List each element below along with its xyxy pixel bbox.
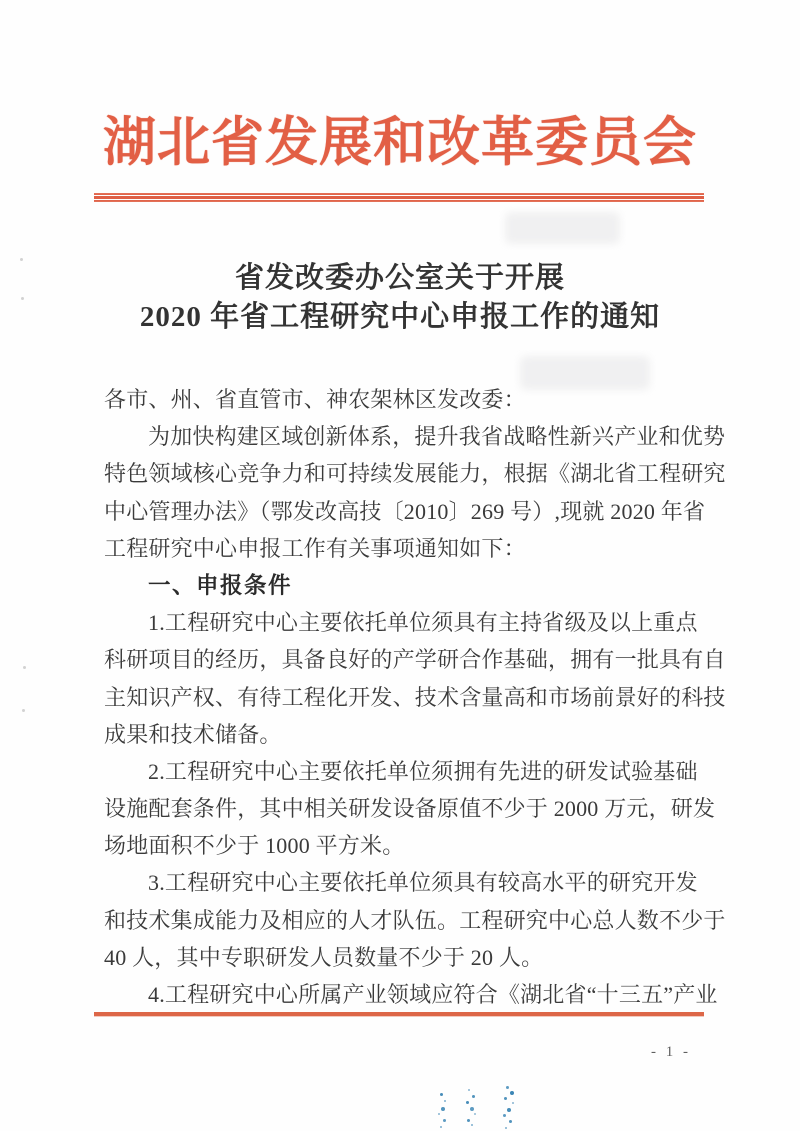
notice-body (104, 381, 726, 1013)
body-line: 科研项目的经历，具备良好的产学研合作基础，拥有一批具有自 (104, 647, 726, 673)
page-number: - 1 - (651, 1044, 691, 1060)
paper-speck (20, 258, 23, 261)
body-line: 1.工程研究中心主要依托单位须具有主持省级及以上重点 (148, 610, 698, 636)
blue-ink-speckle (438, 1113, 440, 1115)
blue-ink-speckle (503, 1114, 506, 1117)
ghost-smudge-artifact (505, 212, 620, 244)
body-line: 工程研究中心申报工作有关事项通知如下： (104, 535, 526, 561)
section-heading: 一、申报条件 (148, 572, 293, 598)
blue-ink-speckle (507, 1108, 511, 1112)
blue-ink-speckle (444, 1100, 446, 1102)
body-line: 40 人，其中专职研发人员数量不少于 20 人。 (104, 944, 544, 970)
paper-speck (23, 666, 26, 669)
blue-ink-speckle (474, 1113, 476, 1115)
blue-ink-speckle (471, 1124, 473, 1126)
bottom-red-line-artifact (94, 1012, 704, 1016)
paper-speck (22, 709, 25, 712)
letterhead-divider-rule (94, 193, 704, 202)
body-line: 主知识产权、有待工程化开发、技术含量高和市场前景好的科技 (104, 684, 726, 710)
body-line: 3.工程研究中心主要依托单位须具有较高水平的研究开发 (148, 870, 698, 896)
notice-title-line2: 2020 年省工程研究中心申报工作的通知 (139, 301, 661, 333)
blue-ink-speckle (468, 1089, 470, 1091)
body-line: 各市、州、省直管市、神农架林区发改委： (104, 387, 526, 412)
blue-ink-speckle (466, 1101, 469, 1104)
body-line: 设施配套条件，其中相关研发设备原值不少于 2000 万元，研发 (104, 796, 716, 822)
blue-ink-speckle (505, 1127, 507, 1129)
body-line: 中心管理办法》（鄂发改高技〔2010〕269 号）,现就 2020 年省 (104, 498, 706, 524)
body-line: 特色领域核心竞争力和可持续发展能力，根据《湖北省工程研究 (104, 461, 726, 487)
body-line: 成果和技术储备。 (104, 721, 282, 747)
ghost-smudge-artifact (520, 356, 650, 390)
blue-ink-speckle (440, 1126, 442, 1128)
blue-ink-speckle (512, 1102, 514, 1104)
body-line: 为加快构建区域创新体系，提升我省战略性新兴产业和优势 (148, 424, 726, 450)
blue-ink-speckle (441, 1107, 445, 1111)
body-line: 4.工程研究中心所属产业领域应符合《湖北省“十三五”产业 (148, 982, 718, 1007)
body-line: 场地面积不少于 1000 平方米。 (104, 833, 405, 859)
letterhead-title: 湖北省发展和改革委员会 (103, 114, 697, 172)
blue-ink-speckle (506, 1086, 509, 1089)
paper-speck (21, 297, 24, 300)
blue-ink-speckle (443, 1119, 446, 1122)
body-line: 和技术集成能力及相应的人才队伍。工程研究中心总人数不少于 (104, 907, 726, 933)
blue-ink-speckle (472, 1095, 475, 1098)
blue-ink-speckle (504, 1097, 507, 1100)
blue-ink-speckle (509, 1120, 512, 1123)
blue-ink-speckle (440, 1093, 443, 1096)
blue-ink-speckle (470, 1107, 474, 1111)
notice-title (0, 259, 800, 337)
blue-ink-speckle (467, 1119, 470, 1122)
blue-ink-speckle (510, 1091, 514, 1095)
notice-title-line1: 省发改委办公室关于开展 (234, 262, 565, 294)
body-line: 2.工程研究中心主要依托单位须拥有先进的研发试验基础 (148, 758, 698, 784)
